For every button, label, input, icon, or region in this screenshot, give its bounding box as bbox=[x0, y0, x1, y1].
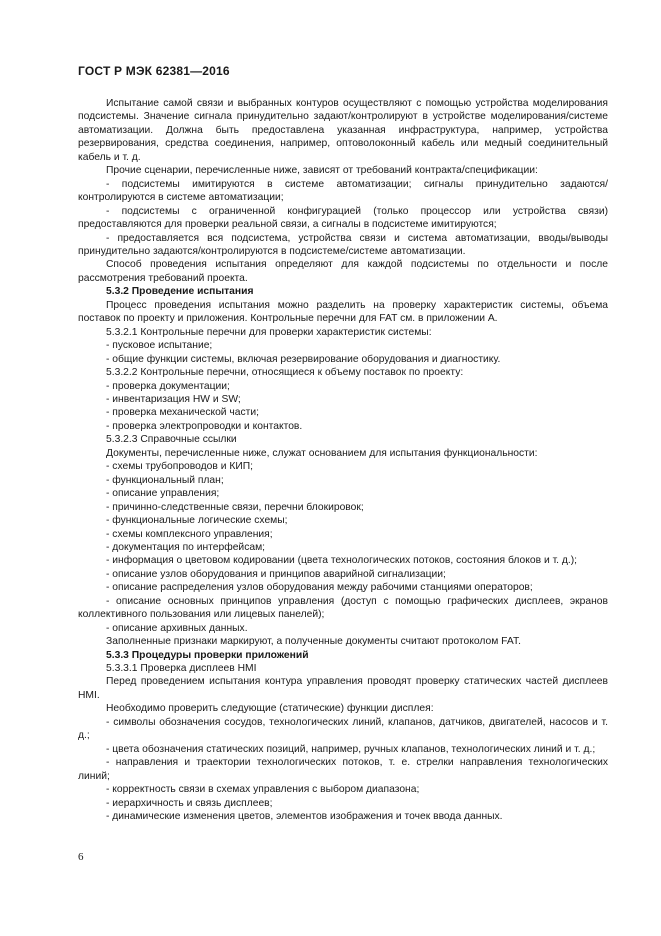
subsection-heading: 5.3.3.1 Проверка дисплеев HMI bbox=[106, 663, 257, 675]
list-item: - подсистемы имитируются в системе автоматизации; сигналы принудительно задаются/контролируются в системе автоматизации; bbox=[78, 178, 608, 204]
subsection-heading: 5.3.2.3 Справочные ссылки bbox=[106, 434, 237, 446]
list-item: - проверка документации; bbox=[106, 380, 230, 392]
list-item: - подсистемы с ограниченной конфигурацией (только процессор или устройства связи) предоставляются для проверки реальной связи, а сигналы в подсистеме имитируются; bbox=[78, 205, 608, 231]
paragraph: Заполненные признаки маркируют, а полученные документы считают протоколом FAT. bbox=[106, 636, 522, 648]
list-item: - описание распределения узлов оборудования между рабочими станциями операторов; bbox=[106, 582, 533, 594]
standard-header: ГОСТ Р МЭК 62381—2016 bbox=[78, 64, 230, 78]
list-item: - функциональные логические схемы; bbox=[106, 515, 288, 527]
list-item: - описание узлов оборудования и принципов аварийной сигнализации; bbox=[106, 568, 446, 580]
list-item: - информация о цветовом кодировании (цвета технологических потоков, состояния блоков и т. д.); bbox=[106, 555, 578, 567]
list-item: - направления и траектории технологических потоков, т. е. стрелки направления технологических линий; bbox=[78, 757, 608, 782]
paragraph: Испытание самой связи и выбранных контуров осуществляют с помощью устройства моделирования подсистемы. Значение сигнала принудительно задают/контролируют в устройстве моделирования/системе автоматизации. Должна быть предоставлена указанная инфраструктура, например, устройства резервирования, средства соединения, например, оптоволоконный кабель или медный соединительный кабель и т. д. bbox=[78, 98, 608, 163]
list-item: - иерархичность и связь дисплеев; bbox=[106, 797, 273, 809]
list-item: - описание основных принципов управления (доступ с помощью графических дисплеев, экранов коллективного пользования или лицевых панелей); bbox=[78, 595, 608, 621]
paragraph: Процесс проведения испытания можно разделить на проверку характеристик системы, объема поставок по проекту и приложения. Контрольные перечни для FAT см. в приложении А. bbox=[78, 299, 608, 325]
paragraph: Способ проведения испытания определяют для каждой подсистемы по отдельности и после рассмотрения требований проекта. bbox=[78, 259, 608, 284]
list-item: - проверка электропроводки и контактов. bbox=[106, 420, 303, 432]
list-item: - символы обозначения сосудов, технологических линий, клапанов, датчиков, двигателей, насосов и т. д.; bbox=[78, 716, 608, 742]
list-item: - динамические изменения цветов, элементов изображения и точек ввода данных. bbox=[106, 811, 503, 823]
list-item: - пусковое испытание; bbox=[106, 340, 213, 352]
paragraph: Прочие сценарии, перечисленные ниже, зависят от требований контракта/спецификации: bbox=[106, 165, 538, 177]
page-number: 6 bbox=[78, 851, 84, 863]
subsection-heading: 5.3.2.2 Контрольные перечни, относящиеся к объему поставок по проекту: bbox=[106, 367, 464, 379]
list-item: - схемы комплексного управления; bbox=[106, 528, 273, 540]
paragraph: Перед проведением испытания контура управления проводят проверку статических частей дисплеев HMI. bbox=[78, 676, 608, 701]
list-item: - документация по интерфейсам; bbox=[106, 541, 266, 553]
subsection-heading: 5.3.2.1 Контрольные перечни для проверки характеристик системы: bbox=[106, 326, 432, 338]
list-item: - корректность связи в схемах управления с выбором диапазона; bbox=[106, 784, 420, 796]
list-item: - общие функции системы, включая резервирование оборудования и диагностику. bbox=[106, 353, 501, 365]
list-item: - цвета обозначения статических позиций, например, ручных клапанов, технологических линий и т. д.; bbox=[106, 743, 596, 755]
section-heading: 5.3.3 Процедуры проверки приложений bbox=[106, 649, 309, 661]
list-item: - проверка механической части; bbox=[106, 407, 259, 419]
section-heading: 5.3.2 Проведение испытания bbox=[106, 286, 254, 298]
list-item: - функциональный план; bbox=[106, 474, 224, 486]
list-item: - причинно-следственные связи, перечни блокировок; bbox=[106, 501, 364, 513]
list-item: - описание управления; bbox=[106, 488, 220, 500]
document-body bbox=[78, 97, 608, 823]
document-page bbox=[78, 0, 608, 936]
list-item: - предоставляется вся подсистема, устройства связи и система автоматизации, вводы/выводы принудительно задаются/контролируются в подсистеме/системе автоматизации. bbox=[78, 232, 608, 257]
paragraph: Документы, перечисленные ниже, служат основанием для испытания функциональности: bbox=[106, 447, 538, 459]
paragraph: Необходимо проверить следующие (статические) функции дисплея: bbox=[106, 703, 434, 715]
list-item: - схемы трубопроводов и КИП; bbox=[106, 461, 253, 473]
list-item: - инвентаризация HW и SW; bbox=[106, 393, 241, 405]
list-item: - описание архивных данных. bbox=[106, 622, 248, 634]
